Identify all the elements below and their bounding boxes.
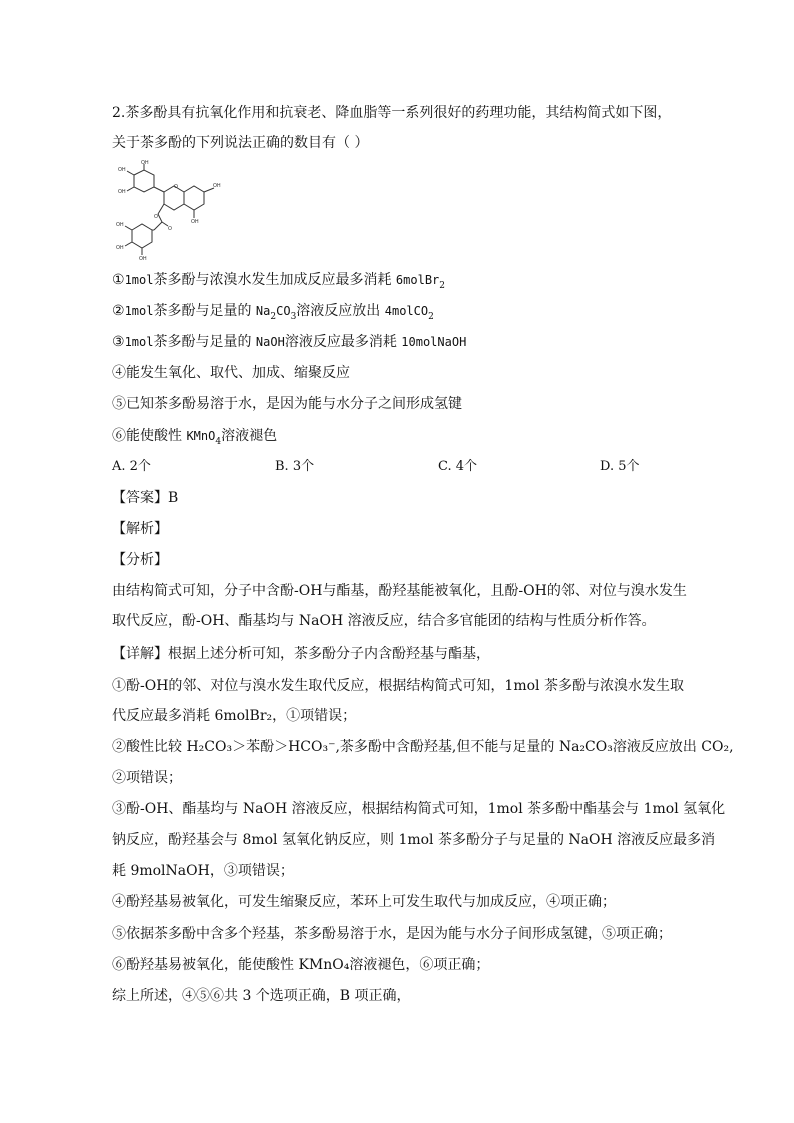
question-stem-line1: 2.茶多酚具有抗氧化作用和抗衰老、降血脂等一系列很好的药理功能，其结构简式如下图， (112, 105, 672, 121)
detail-intro: 【详解】根据上述分析可知，茶多酚分子内含酚羟基与酯基， (112, 646, 490, 662)
structure-label: OH (141, 160, 149, 166)
detail-1a: ①酚-OH的邻、对位与溴水发生取代反应，根据结构简式可知，1mol 茶多酚与浓溴水发生取 (112, 678, 684, 694)
structure-label: OH (213, 183, 221, 189)
structure-label: OH (139, 256, 147, 260)
statement-4: ④能发生氧化、取代、加成、缩聚反应 (112, 365, 350, 381)
detail-3c: 耗 9molNaOH，③项错误； (112, 863, 294, 879)
detail-4: ④酚羟基易被氧化，可发生缩聚反应，苯环上可发生取代与加成反应，④项正确； (112, 894, 616, 910)
detail-2a: ②酸性比较 H₂CO₃＞苯酚＞HCO₃⁻,茶多酚中含酚羟基,但不能与足量的 Na₂CO₃溶液反应放出 CO₂, (112, 739, 734, 755)
detail-3a: ③酚-OH、酯基均与 NaOH 溶液反应，根据结构简式可知，1mol 茶多酚中酯基会与 1mol 氢氧化 (112, 801, 726, 817)
analysis-heading: 【解析】 (112, 521, 168, 537)
answer-line: 【答案】B (112, 490, 179, 506)
analysis-subheading: 【分析】 (112, 552, 168, 568)
detail-6: ⑥酚羟基易被氧化，能使酸性 KMnO₄溶液褪色，⑥项正确； (112, 957, 490, 973)
structure-label: OH (118, 167, 126, 173)
detail-1b: 代反应最多消耗 6molBr₂，①项错误； (112, 708, 357, 724)
option-c: C. 4个 (438, 459, 478, 474)
structure-label: OH (116, 245, 124, 251)
statement-6: ⑥能使酸性 KMnO$_4$溶液褪色 (112, 428, 278, 447)
detail-3b: 钠反应，酚羟基会与 8mol 氢氧化钠反应，则 1mol 茶多酚分子与足量的 NaOH 溶液反应最多消 (112, 832, 716, 848)
analysis-paragraph-1: 由结构简式可知，分子中含酚-OH与酯基，酚羟基能被氧化，且酚-OH的邻、对位与溴水发生 (112, 583, 687, 599)
structure-label: O (168, 226, 172, 232)
structure-label: O (174, 184, 178, 190)
statement-5: ⑤已知茶多酚易溶于水，是因为能与水分子之间形成氢键 (112, 396, 462, 412)
option-a: A. 2个 (112, 459, 151, 474)
option-b: B. 3个 (275, 459, 315, 474)
structure-label: OH (118, 189, 126, 195)
analysis-paragraph-2: 取代反应，酚-OH、酯基均与 NaOH 溶液反应，结合多官能团的结构与性质分析作答。 (112, 613, 656, 629)
structure-label: OH (191, 219, 199, 225)
statement-2: ②1mol茶多酚与足量的 $Na_2CO_3$溶液反应放出 4molCO$_2$ (112, 303, 434, 322)
option-d: D. 5个 (600, 459, 640, 474)
question-stem-line2: 关于茶多酚的下列说法正确的数目有（ ） (112, 135, 369, 151)
detail-5: ⑤依据茶多酚中含多个羟基，茶多酚易溶于水，是因为能与水分子间形成氢键，⑤项正确； (112, 926, 672, 942)
statement-3: ③1mol茶多酚与足量的 NaOH溶液反应最多消耗 10molNaOH (112, 334, 467, 350)
statement-1: ①1mol茶多酚与浓溴水发生加成反应最多消耗 6molBr$_2$ (112, 272, 446, 291)
summary-line: 综上所述，④⑤⑥共 3 个选项正确，B 项正确， (112, 988, 411, 1004)
structure-label: O (154, 214, 158, 220)
structure-label: OH (116, 222, 124, 228)
detail-2b: ②项错误； (112, 770, 182, 786)
tea-polyphenol-structure-image (112, 160, 222, 260)
